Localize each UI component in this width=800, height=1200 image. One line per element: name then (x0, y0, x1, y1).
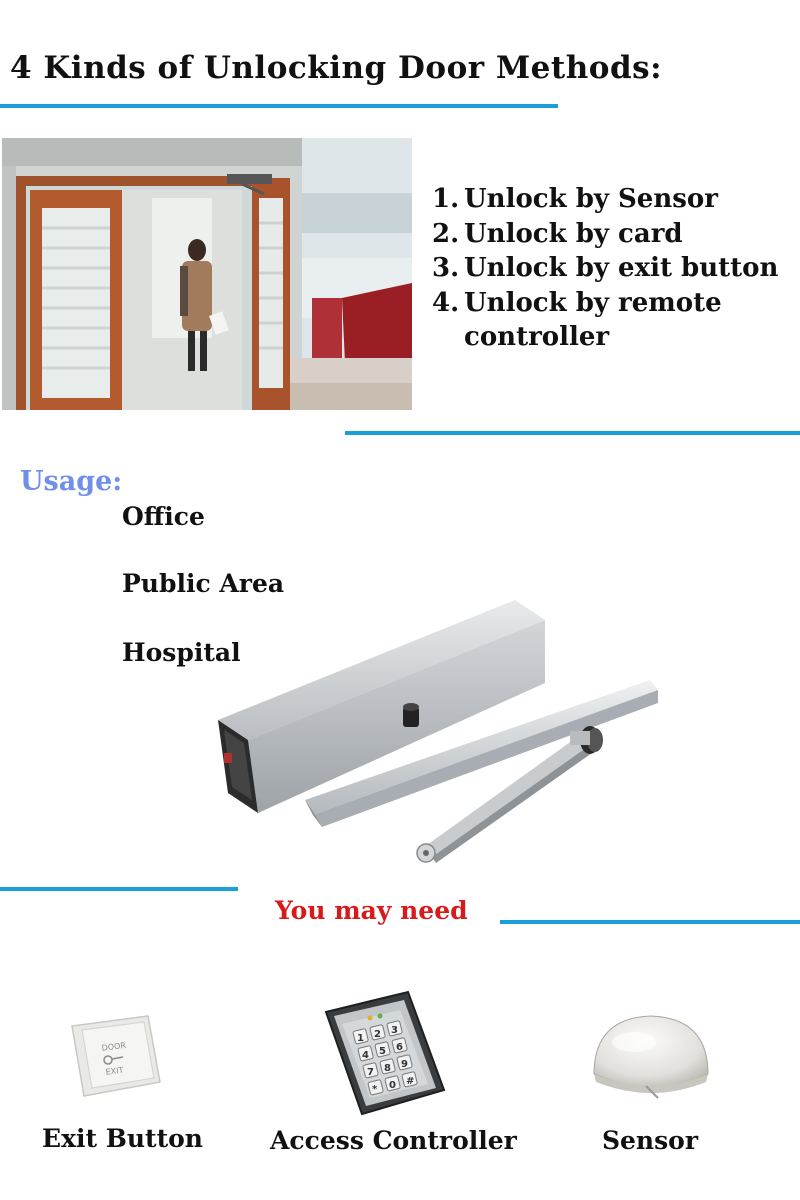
keypad-key: 8 (384, 1063, 391, 1074)
method-item: 1. Unlock by Sensor (432, 184, 718, 214)
keypad-key: # (406, 1076, 415, 1087)
title-divider (0, 104, 558, 108)
accessory-label-exit-button: Exit Button (42, 1124, 203, 1153)
keypad-key: 0 (389, 1080, 396, 1091)
method-item-continued: controller (464, 322, 610, 352)
section-divider (345, 431, 800, 435)
keypad-key: 3 (391, 1025, 398, 1036)
accessory-label-sensor: Sensor (601, 1126, 699, 1155)
usage-item-hospital: Hospital (122, 638, 241, 667)
usage-label: Usage: (20, 466, 123, 497)
accessory-label-access-controller: Access Controller (270, 1126, 517, 1155)
exit-button-text-door: DOOR (101, 1040, 127, 1053)
usage-item-public-area: Public Area (122, 569, 285, 598)
door-photo (2, 138, 412, 410)
usage-item-office: Office (122, 502, 205, 531)
keypad-key: 1 (357, 1033, 364, 1044)
page-title: 4 Kinds of Unlocking Door Methods: (10, 50, 663, 86)
keypad-key: * (372, 1084, 378, 1095)
keypad-key: 2 (374, 1029, 381, 1040)
exit-button-image (68, 1012, 164, 1100)
keypad-key: 5 (379, 1046, 386, 1057)
accessories-divider-left (0, 887, 238, 891)
keypad-key: 7 (367, 1067, 374, 1078)
accessories-divider-right (500, 920, 800, 924)
sensor-image (588, 1012, 714, 1102)
keypad-key: 9 (401, 1059, 408, 1070)
keypad-key: 6 (396, 1042, 403, 1053)
method-item: 3. Unlock by exit button (432, 253, 779, 283)
door-operator-image (210, 595, 670, 870)
exit-button-text-exit: EXIT (105, 1065, 124, 1077)
unlock-methods-list (432, 182, 778, 355)
accessories-title: You may need (275, 896, 468, 925)
access-controller-image (320, 990, 450, 1118)
method-item: 2. Unlock by card (432, 218, 683, 249)
method-item: 4. Unlock by remote (432, 287, 722, 318)
keypad-key: 4 (362, 1050, 369, 1061)
